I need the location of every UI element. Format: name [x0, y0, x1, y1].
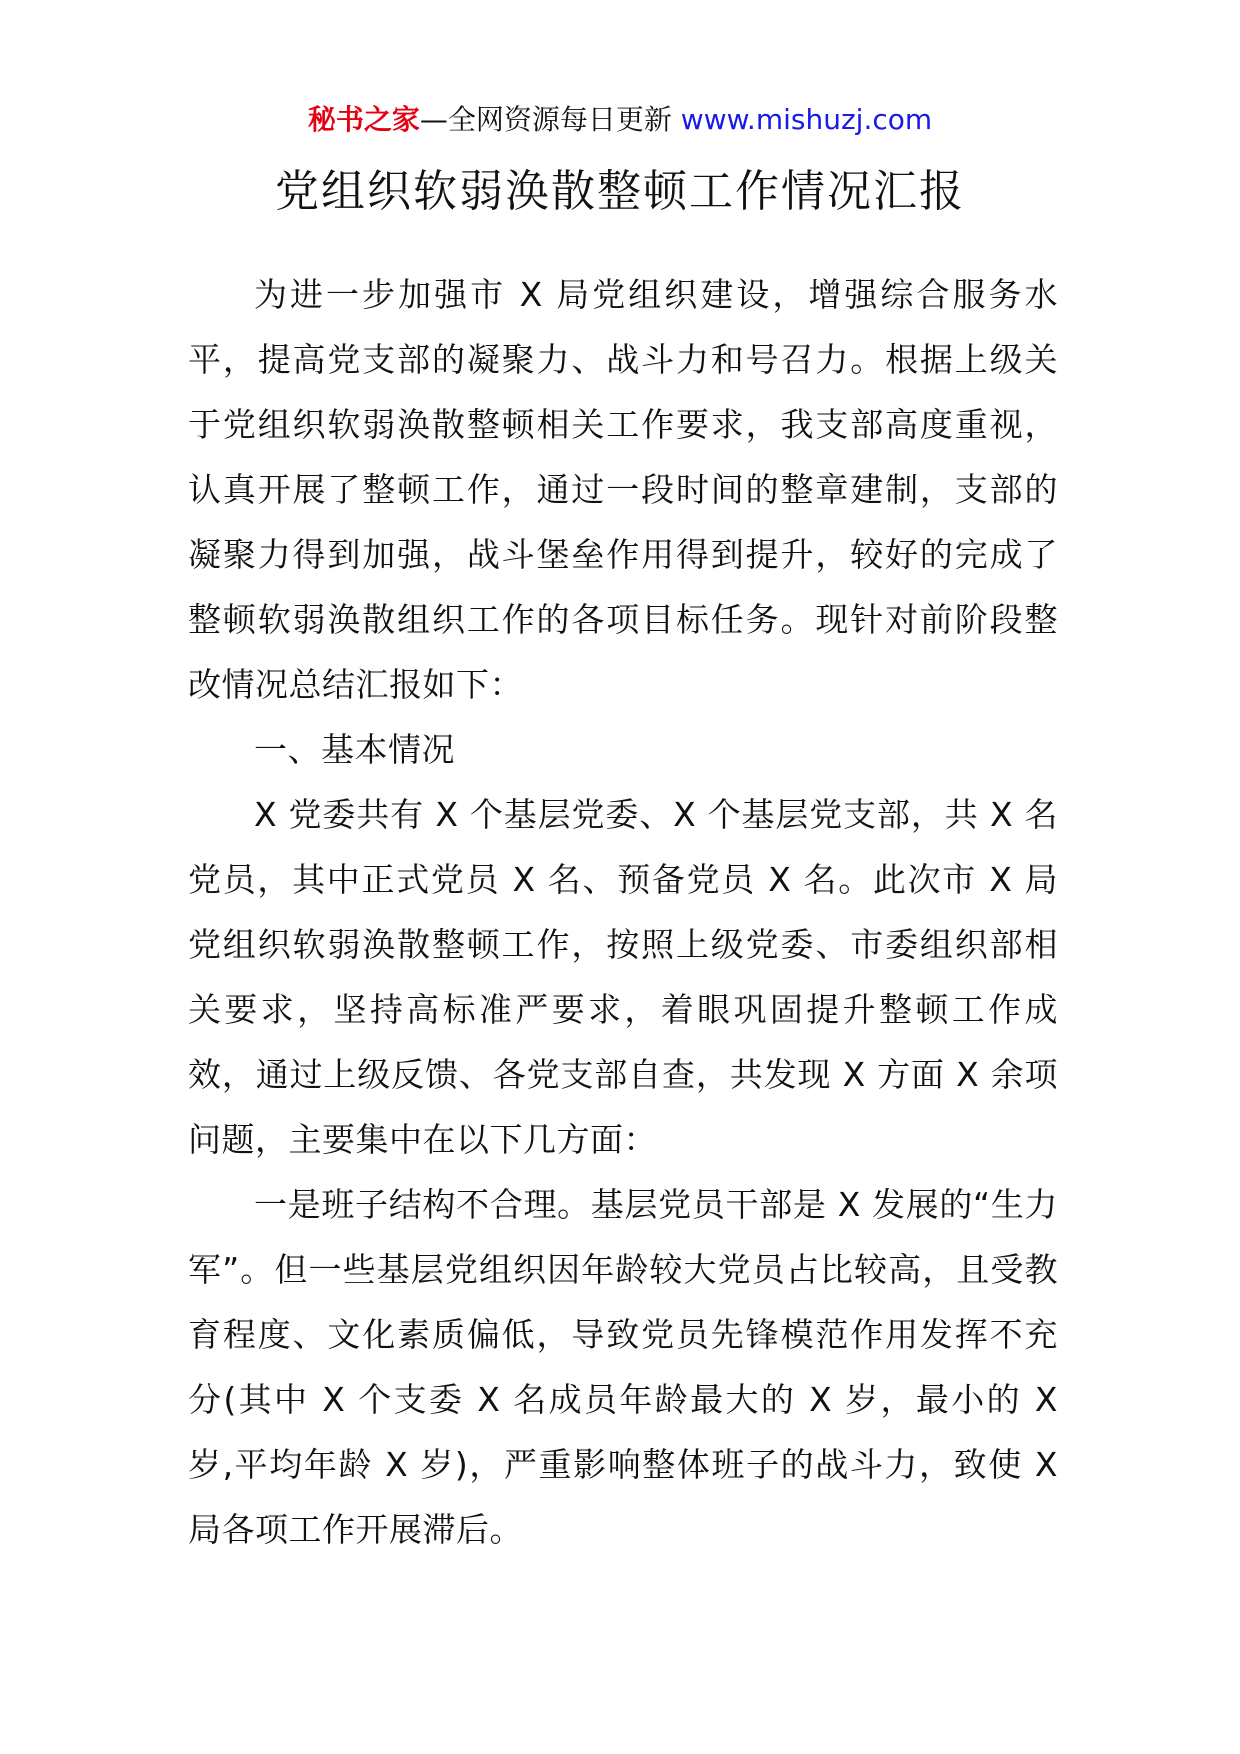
site-slogan: —全网资源每日更新 — [419, 103, 672, 136]
brand-name: 秘书之家 — [307, 103, 420, 136]
document-title: 党组织软弱涣散整顿工作情况汇报 — [275, 166, 965, 217]
site-header — [0, 100, 1240, 140]
paragraph-intro: 为进一步加强市 X 局党组织建设，增强综合服务水平，提高党支部的凝聚力、战斗力和号召力。根据上级关于党组织软弱涣散整顿相关工作要求，我支部高度重视，认真开展了整顿工作，通过一段时间的整章建制，支部的凝聚力得到加强，战斗堡垒作用得到提升，较好的完成了整顿软弱涣散组织工作的各项目标任务。现针对前阶段整改情况总结汇报如下： — [188, 275, 1058, 704]
paragraph-basic-situation: X 党委共有 X 个基层党委、X 个基层党支部，共 X 名党员，其中正式党员 X 名、预备党员 X 名。此次市 X 局党组织软弱涣散整顿工作，按照上级党委、市委组织部相关要求，坚持高标准严要求，着眼巩固提升整顿工作成效，通过上级反馈、各党支部自查，共发现 X 方面 X 余项问题，主要集中在以下几方面： — [188, 795, 1058, 1159]
section-heading-basic-situation: 一、基本情况 — [254, 730, 455, 769]
site-url-link[interactable]: www.mishuzj.com — [680, 103, 933, 136]
document-body — [188, 262, 1058, 1562]
paragraph-problem-one: 一是班子结构不合理。基层党员干部是 X 发展的“生力军”。但一些基层党组织因年龄较大党员占比较高，且受教育程度、文化素质偏低，导致党员先锋模范作用发挥不充分(其中 X 个支委 X 名成员年龄最大的 X 岁，最小的 X 岁,平均年龄 X 岁)，严重影响整体班子的战斗力，致使 X 局各项工作开展滞后。 — [188, 1185, 1058, 1549]
